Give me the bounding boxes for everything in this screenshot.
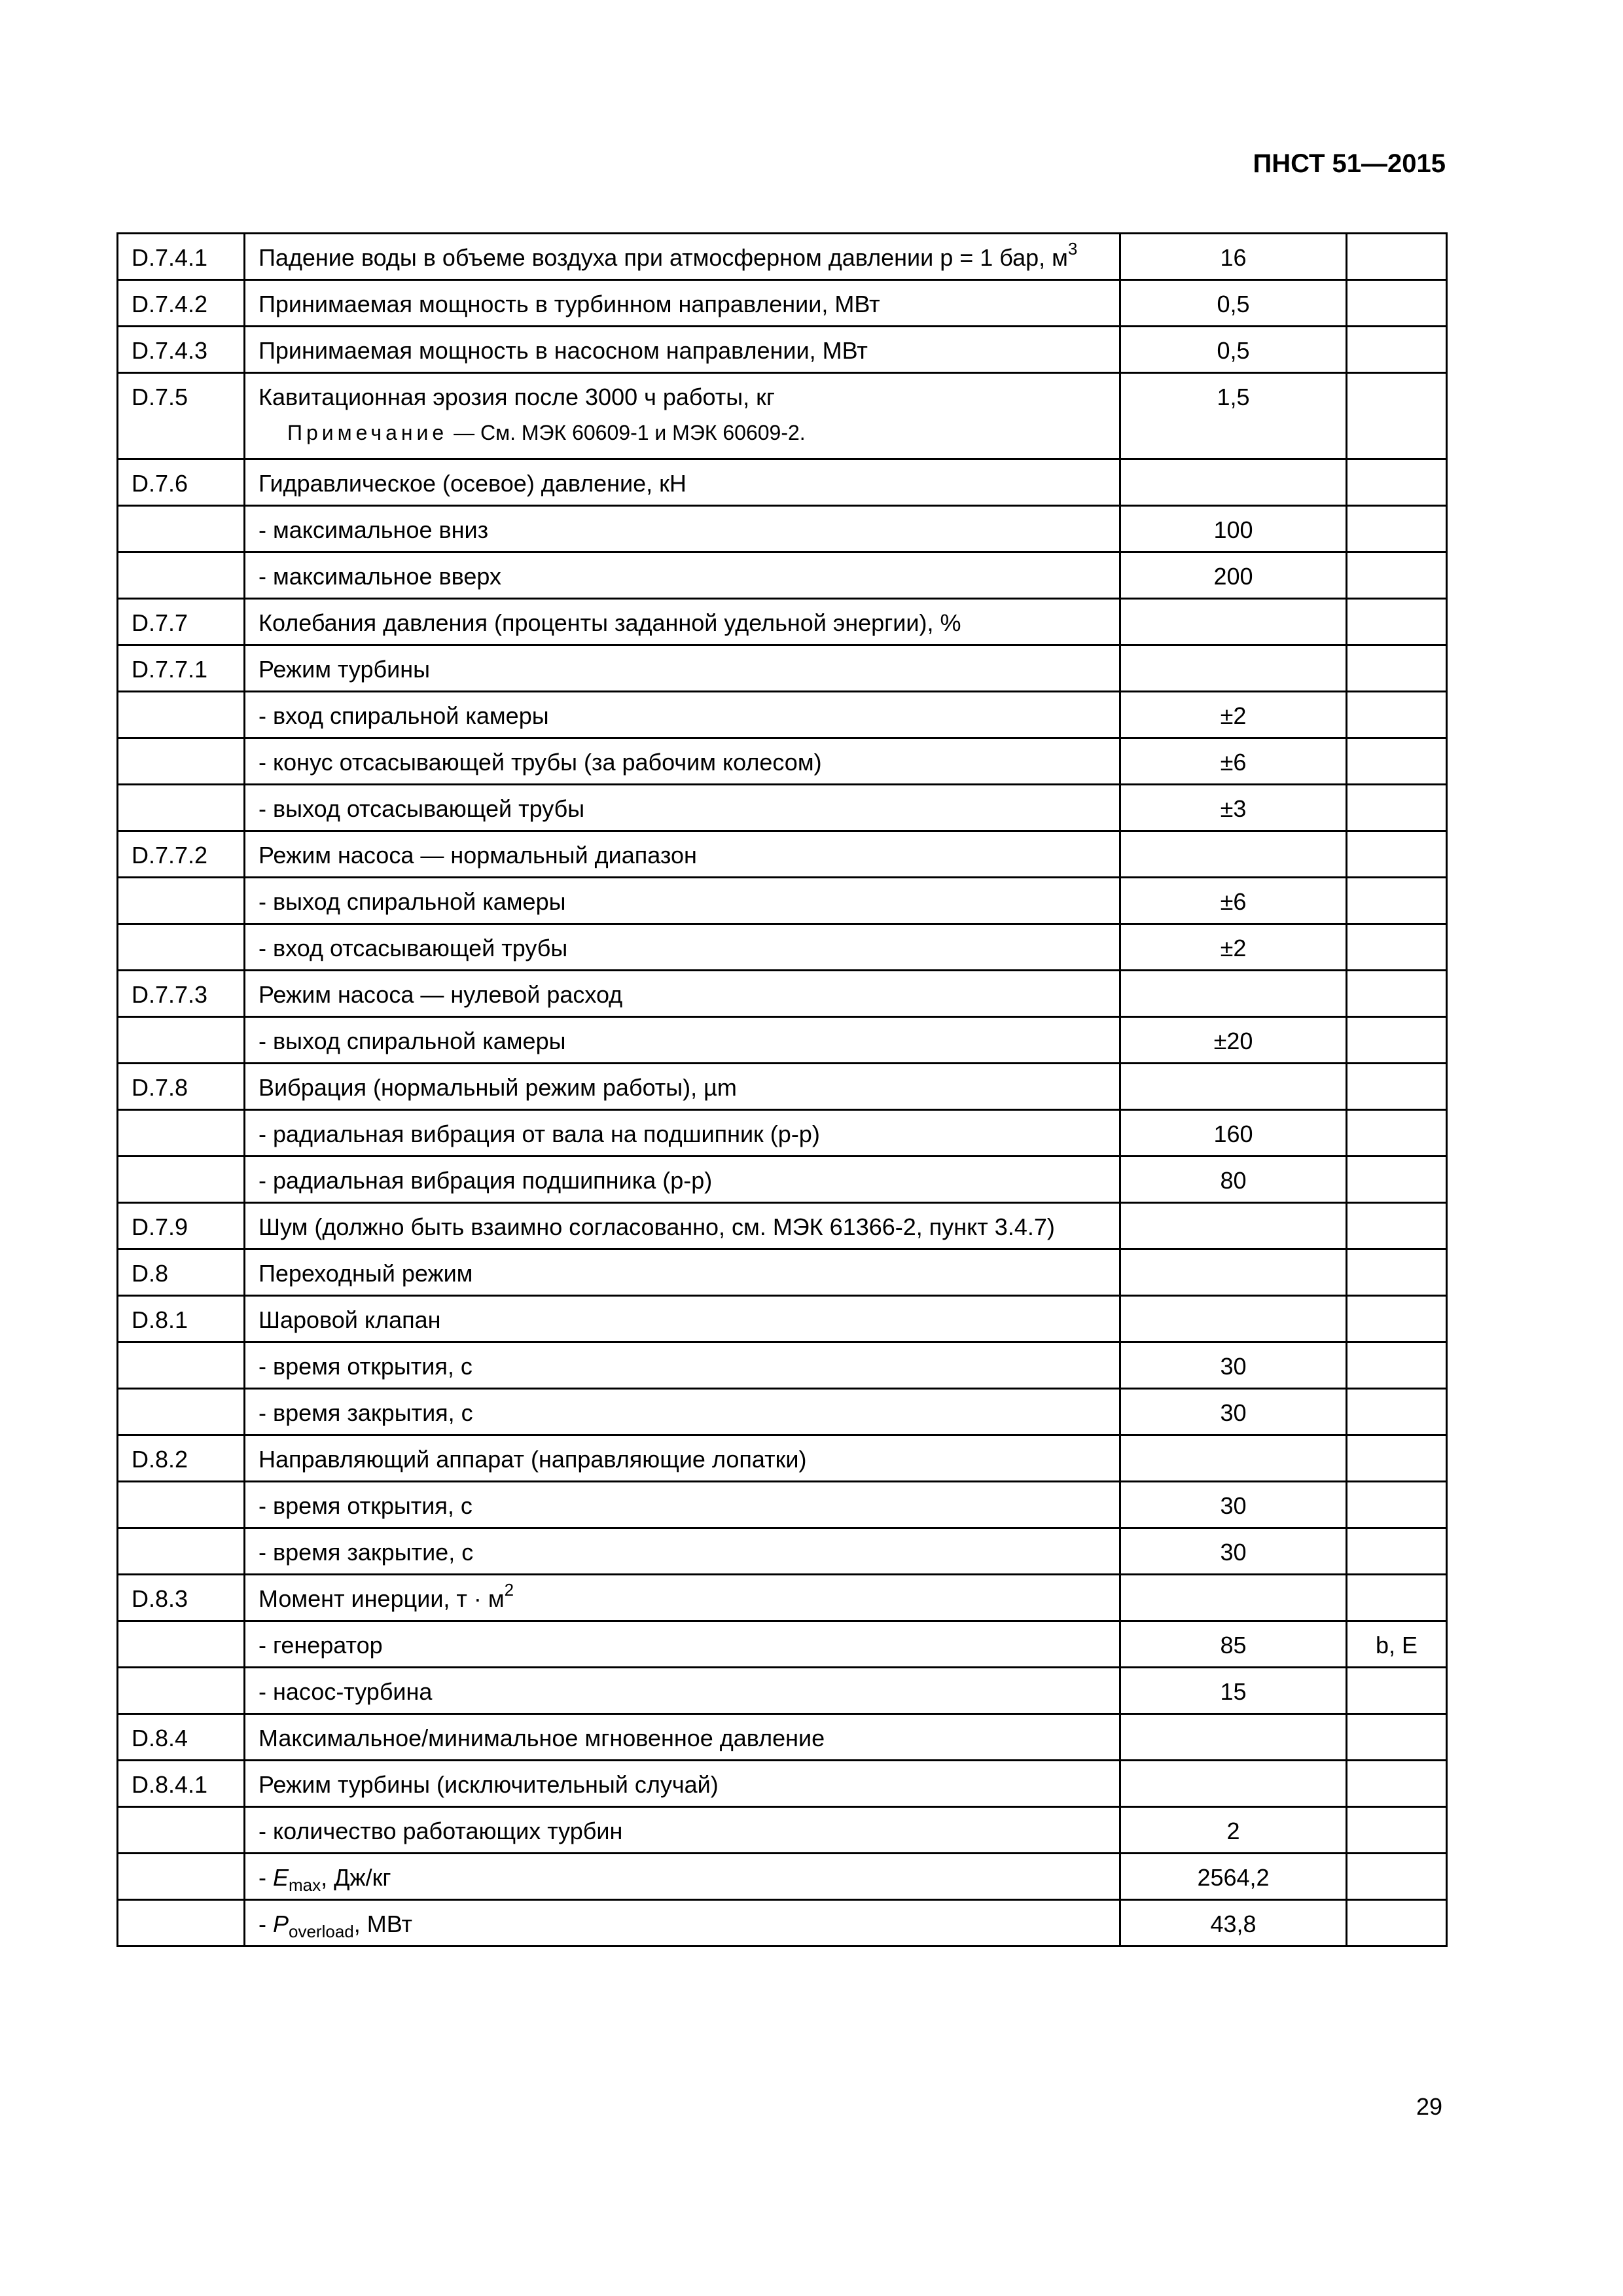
row-remark (1347, 878, 1447, 924)
row-value: ±6 (1120, 738, 1347, 785)
table-row (118, 1575, 1447, 1621)
row-description (245, 373, 1120, 459)
row-description (245, 1110, 1120, 1157)
description-text: - вход спиральной камеры (259, 702, 549, 729)
description-text: Шум (должно быть взаимно согласованно, см. МЭК 61366-2, пункт 3.4.7) (259, 1213, 1055, 1240)
table-row (118, 1296, 1447, 1342)
row-code (118, 552, 245, 599)
table-row (118, 280, 1447, 327)
description-text: Принимаемая мощность в турбинном направлении, МВт (259, 291, 880, 317)
row-description (245, 1064, 1120, 1110)
row-value: 0,5 (1120, 327, 1347, 373)
row-description (245, 878, 1120, 924)
row-value (1120, 1249, 1347, 1296)
row-description (245, 1621, 1120, 1668)
description-text: - (259, 1910, 273, 1937)
description-text: - время открытия, с (259, 1353, 473, 1380)
page-number: 29 (1416, 2093, 1442, 2120)
row-description (245, 1435, 1120, 1482)
row-value: 80 (1120, 1157, 1347, 1203)
description-text: - выход спиральной камеры (259, 888, 566, 915)
description-text: Направляющий аппарат (направляющие лопатки) (259, 1446, 807, 1473)
description-text: - выход спиральной камеры (259, 1028, 566, 1054)
row-value: 30 (1120, 1482, 1347, 1528)
row-value: ±2 (1120, 692, 1347, 738)
row-description (245, 1807, 1120, 1854)
row-description (245, 599, 1120, 645)
row-value: 43,8 (1120, 1900, 1347, 1946)
row-value: 85 (1120, 1621, 1347, 1668)
table-row (118, 1807, 1447, 1854)
row-code (118, 1900, 245, 1946)
description-text: Режим турбины (259, 656, 430, 683)
row-description (245, 785, 1120, 831)
row-code: D.8.1 (118, 1296, 245, 1342)
table-row (118, 1900, 1447, 1946)
row-description (245, 738, 1120, 785)
row-code (118, 1807, 245, 1854)
description-text: Режим насоса — нулевой расход (259, 981, 623, 1008)
row-remark (1347, 373, 1447, 459)
row-code (118, 692, 245, 738)
description-text: - максимальное вверх (259, 563, 501, 590)
description-text: Принимаемая мощность в насосном направлении, МВт (259, 337, 868, 364)
row-value (1120, 1296, 1347, 1342)
table-row (118, 552, 1447, 599)
row-remark (1347, 1203, 1447, 1249)
row-description (245, 280, 1120, 327)
row-description (245, 1157, 1120, 1203)
row-value (1120, 971, 1347, 1017)
row-code: D.7.9 (118, 1203, 245, 1249)
table-row (118, 1249, 1447, 1296)
table-row (118, 692, 1447, 738)
description-text: Вибрация (нормальный режим работы), µm (259, 1074, 737, 1101)
table-row (118, 785, 1447, 831)
row-description (245, 1900, 1120, 1946)
row-value: 160 (1120, 1110, 1347, 1157)
table-row (118, 459, 1447, 506)
row-value: 1,5 (1120, 373, 1347, 459)
row-code: D.7.7.2 (118, 831, 245, 878)
row-description (245, 692, 1120, 738)
row-code (118, 1110, 245, 1157)
table-row (118, 599, 1447, 645)
table-row (118, 373, 1447, 459)
row-value: 200 (1120, 552, 1347, 599)
row-code: D.7.8 (118, 1064, 245, 1110)
row-value: ±20 (1120, 1017, 1347, 1064)
table-body (118, 234, 1447, 1946)
row-value: ±3 (1120, 785, 1347, 831)
row-code: D.8 (118, 1249, 245, 1296)
row-description (245, 971, 1120, 1017)
row-remark (1347, 924, 1447, 971)
row-value: 2564,2 (1120, 1854, 1347, 1900)
row-remark (1347, 1761, 1447, 1807)
row-code: D.7.7.1 (118, 645, 245, 692)
row-description (245, 506, 1120, 552)
document-code: ПНСТ 51—2015 (1253, 149, 1446, 178)
row-code (118, 1668, 245, 1714)
description-text: - время закрытие, с (259, 1539, 474, 1566)
row-remark (1347, 552, 1447, 599)
row-description (245, 1296, 1120, 1342)
row-description (245, 1017, 1120, 1064)
row-remark (1347, 234, 1447, 280)
row-remark (1347, 831, 1447, 878)
description-text: - насос-турбина (259, 1678, 433, 1705)
row-remark (1347, 1807, 1447, 1854)
row-value: 100 (1120, 506, 1347, 552)
table-row (118, 1017, 1447, 1064)
description-text: Колебания давления (проценты заданной удельной энергии), % (259, 609, 961, 636)
row-code (118, 1482, 245, 1528)
description-text: - максимальное вниз (259, 516, 489, 543)
row-value (1120, 1714, 1347, 1761)
row-remark (1347, 1575, 1447, 1621)
row-remark (1347, 1714, 1447, 1761)
row-remark (1347, 692, 1447, 738)
table-row (118, 1621, 1447, 1668)
row-code: D.7.7.3 (118, 971, 245, 1017)
description-text: Максимальное/минимальное мгновенное давление (259, 1725, 825, 1751)
row-description (245, 1528, 1120, 1575)
table-row (118, 1761, 1447, 1807)
symbol-subscript: max (289, 1875, 321, 1895)
row-description (245, 1854, 1120, 1900)
symbol-unit: , МВт (353, 1910, 413, 1937)
row-code: D.7.5 (118, 373, 245, 459)
row-remark (1347, 1296, 1447, 1342)
row-value: ±2 (1120, 924, 1347, 971)
row-note (259, 418, 1106, 447)
row-description (245, 234, 1120, 280)
row-remark (1347, 327, 1447, 373)
row-remark (1347, 1064, 1447, 1110)
table-row (118, 1110, 1447, 1157)
row-code (118, 1854, 245, 1900)
row-description (245, 831, 1120, 878)
row-remark: b, E (1347, 1621, 1447, 1668)
row-code: D.8.4.1 (118, 1761, 245, 1807)
row-value (1120, 1203, 1347, 1249)
row-description (245, 1389, 1120, 1435)
table-row (118, 878, 1447, 924)
row-description (245, 459, 1120, 506)
table-row (118, 1064, 1447, 1110)
description-text: Переходный режим (259, 1260, 473, 1287)
description-text: Гидравлическое (осевое) давление, кН (259, 470, 687, 497)
row-remark (1347, 1668, 1447, 1714)
row-description (245, 552, 1120, 599)
table-row (118, 831, 1447, 878)
row-code (118, 878, 245, 924)
row-value: 2 (1120, 1807, 1347, 1854)
description-text: Момент инерции, т · м (259, 1585, 505, 1612)
row-remark (1347, 1389, 1447, 1435)
row-code (118, 738, 245, 785)
row-remark (1347, 1482, 1447, 1528)
row-remark (1347, 1017, 1447, 1064)
row-value: ±6 (1120, 878, 1347, 924)
row-remark (1347, 1435, 1447, 1482)
row-code (118, 785, 245, 831)
row-description (245, 327, 1120, 373)
description-text: - радиальная вибрация от вала на подшипник (р-р) (259, 1121, 820, 1147)
row-code: D.8.2 (118, 1435, 245, 1482)
description-text: - (259, 1864, 273, 1891)
row-description (245, 1668, 1120, 1714)
row-remark (1347, 599, 1447, 645)
row-remark (1347, 1900, 1447, 1946)
table-row (118, 1203, 1447, 1249)
row-description (245, 1575, 1120, 1621)
row-remark (1347, 1342, 1447, 1389)
row-value (1120, 1435, 1347, 1482)
description-text: - вход отсасывающей трубы (259, 935, 568, 961)
table-row (118, 971, 1447, 1017)
symbol-unit: , Дж/кг (321, 1864, 391, 1891)
description-text: - конус отсасывающей трубы (за рабочим колесом) (259, 749, 822, 776)
row-description (245, 1342, 1120, 1389)
row-value: 15 (1120, 1668, 1347, 1714)
row-value: 0,5 (1120, 280, 1347, 327)
row-description (245, 1714, 1120, 1761)
unit-exponent: 3 (1067, 239, 1078, 259)
row-code: D.7.4.2 (118, 280, 245, 327)
row-code (118, 1157, 245, 1203)
unit-exponent: 2 (504, 1580, 514, 1600)
row-remark (1347, 459, 1447, 506)
row-value (1120, 1064, 1347, 1110)
row-remark (1347, 738, 1447, 785)
row-code (118, 1389, 245, 1435)
row-code: D.7.4.1 (118, 234, 245, 280)
row-remark (1347, 1528, 1447, 1575)
row-description (245, 1761, 1120, 1807)
row-remark (1347, 506, 1447, 552)
table-row (118, 1854, 1447, 1900)
row-remark (1347, 645, 1447, 692)
table-row (118, 234, 1447, 280)
description-text: - выход отсасывающей трубы (259, 795, 585, 822)
specification-table (116, 232, 1448, 1947)
table-row (118, 1668, 1447, 1714)
row-code: D.8.3 (118, 1575, 245, 1621)
row-code (118, 506, 245, 552)
row-code (118, 1528, 245, 1575)
table-row (118, 738, 1447, 785)
table-row (118, 645, 1447, 692)
row-code: D.7.6 (118, 459, 245, 506)
row-value (1120, 645, 1347, 692)
description-text: - генератор (259, 1632, 383, 1659)
row-remark (1347, 785, 1447, 831)
table-row (118, 924, 1447, 971)
row-description (245, 1203, 1120, 1249)
row-remark (1347, 1157, 1447, 1203)
table-row (118, 506, 1447, 552)
table-row (118, 327, 1447, 373)
row-remark (1347, 1854, 1447, 1900)
description-text: Режим насоса — нормальный диапазон (259, 842, 697, 869)
symbol: E (273, 1864, 289, 1891)
row-value (1120, 1575, 1347, 1621)
table-row (118, 1342, 1447, 1389)
row-remark (1347, 1110, 1447, 1157)
table-row (118, 1435, 1447, 1482)
row-value: 30 (1120, 1389, 1347, 1435)
description-text: Режим турбины (исключительный случай) (259, 1771, 719, 1798)
description-text: - время открытия, с (259, 1492, 473, 1519)
description-text: Кавитационная эрозия после 3000 ч работы, кг (259, 384, 776, 410)
table-row (118, 1389, 1447, 1435)
description-text: - время закрытия, с (259, 1399, 473, 1426)
row-description (245, 924, 1120, 971)
row-code (118, 1621, 245, 1668)
row-code (118, 924, 245, 971)
row-code: D.7.7 (118, 599, 245, 645)
row-description (245, 1482, 1120, 1528)
row-description (245, 645, 1120, 692)
table-row (118, 1714, 1447, 1761)
row-value (1120, 831, 1347, 878)
row-code: D.8.4 (118, 1714, 245, 1761)
table-row (118, 1157, 1447, 1203)
note-text: — См. МЭК 60609-1 и МЭК 60609-2. (448, 421, 806, 444)
row-code (118, 1017, 245, 1064)
row-value: 30 (1120, 1528, 1347, 1575)
row-remark (1347, 971, 1447, 1017)
row-code: D.7.4.3 (118, 327, 245, 373)
row-value: 30 (1120, 1342, 1347, 1389)
table-row (118, 1528, 1447, 1575)
note-label: Примечание (287, 421, 448, 444)
row-description (245, 1249, 1120, 1296)
row-value: 16 (1120, 234, 1347, 280)
table-row (118, 1482, 1447, 1528)
row-value (1120, 599, 1347, 645)
symbol: P (273, 1910, 289, 1937)
row-remark (1347, 280, 1447, 327)
row-code (118, 1342, 245, 1389)
symbol-subscript: overload (289, 1922, 354, 1942)
row-remark (1347, 1249, 1447, 1296)
description-text: - радиальная вибрация подшипника (р-р) (259, 1167, 713, 1194)
description-text: Шаровой клапан (259, 1306, 441, 1333)
description-text: Падение воды в объеме воздуха при атмосферном давлении р = 1 бар, м (259, 244, 1068, 271)
row-value (1120, 459, 1347, 506)
description-text: - количество работающих турбин (259, 1818, 623, 1844)
row-value (1120, 1761, 1347, 1807)
